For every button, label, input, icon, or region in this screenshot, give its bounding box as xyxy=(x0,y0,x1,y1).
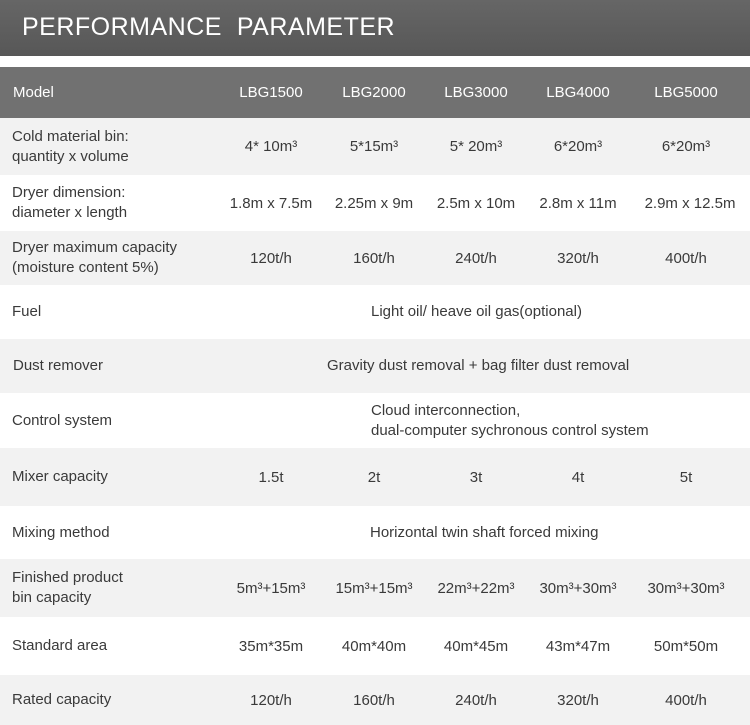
row-label-line: (moisture content 5%) xyxy=(12,259,159,276)
table-cell: 4t xyxy=(571,468,585,486)
table-cell: 6*20m³ xyxy=(661,138,711,155)
table-cell: 40m*40m xyxy=(341,637,407,655)
table-row-mixer-capacity xyxy=(0,448,750,506)
table-cell: 2.25m x 9m xyxy=(334,194,414,212)
table-cell: 160t/h xyxy=(353,249,395,267)
table-cell: 4* 10m³ xyxy=(244,138,298,155)
table-cell: 240t/h xyxy=(455,691,497,709)
row-label-line: Dryer dimension: xyxy=(12,184,126,201)
table-cell: 5m³+15m³ xyxy=(236,579,306,597)
table-row-fuel xyxy=(0,285,750,339)
row-label-line: Control system xyxy=(12,411,113,429)
row-label xyxy=(12,617,107,675)
header-model-lbg5000: LBG5000 xyxy=(654,84,718,101)
row-label-line: Dust remover xyxy=(13,357,104,374)
table-row-rated-capacity xyxy=(0,675,750,725)
table-cell: 3t xyxy=(469,468,483,486)
table-header-row xyxy=(0,67,750,118)
table-cell: 43m*47m xyxy=(545,637,611,655)
table-row-finished-product-bin xyxy=(0,559,750,617)
row-label xyxy=(12,231,177,285)
row-label-line: Dryer maximum capacity xyxy=(12,239,178,256)
row-label xyxy=(12,675,111,725)
table-cell: 5*15m³ xyxy=(349,138,399,155)
table-cell: 320t/h xyxy=(557,249,599,267)
row-label-line: Cold material bin: xyxy=(12,127,129,145)
row-label-line: Mixer capacity xyxy=(12,468,108,485)
row-label xyxy=(12,448,108,506)
table-row-mixing-method xyxy=(0,506,750,559)
table-cell: 120t/h xyxy=(250,249,292,267)
table-cell: 400t/h xyxy=(665,691,707,709)
table-row-cold-material-bin xyxy=(0,118,750,175)
row-label xyxy=(13,339,103,393)
row-label-line: diameter x length xyxy=(12,204,128,221)
table-row-dust-remover xyxy=(0,339,750,393)
header-model-lbg2000: LBG2000 xyxy=(342,84,406,101)
spanning-cell xyxy=(370,506,598,559)
table-cell: 160t/h xyxy=(353,691,395,709)
table-row-dryer-dimension xyxy=(0,175,750,231)
row-label xyxy=(12,118,129,175)
spanning-cell xyxy=(371,393,649,448)
row-label xyxy=(12,393,112,448)
row-label-line: Fuel xyxy=(12,303,42,320)
table-cell: 2.5m x 10m xyxy=(436,194,516,212)
table-cell: 5t xyxy=(679,468,693,486)
row-label-line: Rated capacity xyxy=(12,691,112,708)
page-title: PERFORMANCE PARAMETER xyxy=(22,13,396,41)
table-row-dryer-max-capacity xyxy=(0,231,750,285)
table-cell: 22m³+22m³ xyxy=(437,579,515,597)
header-model-lbg3000: LBG3000 xyxy=(444,84,508,101)
row-label-line: quantity x volume xyxy=(12,147,129,165)
row-label xyxy=(12,559,123,617)
row-label-line: Mixing method xyxy=(12,523,110,541)
table-cell: 2t xyxy=(367,468,381,486)
spanning-cell-line: Cloud interconnection, xyxy=(371,401,521,419)
spanning-cell xyxy=(371,285,582,339)
table-cell: 1.8m x 7.5m xyxy=(229,194,313,212)
table-cell: 320t/h xyxy=(557,691,599,709)
spanning-cell-line: Gravity dust removal + bag filter dust removal xyxy=(327,357,630,374)
table-cell: 400t/h xyxy=(665,249,707,267)
header-model-lbg4000: LBG4000 xyxy=(546,84,610,101)
spanning-cell xyxy=(327,339,629,393)
title-bar xyxy=(0,0,750,56)
table-cell: 40m*45m xyxy=(443,637,509,655)
row-label xyxy=(12,506,110,559)
table-row-standard-area xyxy=(0,617,750,675)
table-cell: 15m³+15m³ xyxy=(335,579,413,597)
table-cell: 30m³+30m³ xyxy=(647,579,725,597)
row-label xyxy=(12,285,41,339)
row-label-line: bin capacity xyxy=(12,589,92,606)
table-cell: 30m³+30m³ xyxy=(539,579,617,597)
table-cell: 6*20m³ xyxy=(553,138,603,155)
table-cell: 1.5t xyxy=(258,468,284,486)
header-model-lbg1500: LBG1500 xyxy=(239,84,303,101)
table-cell: 2.9m x 12.5m xyxy=(644,194,736,212)
table-cell: 50m*50m xyxy=(653,637,719,655)
row-label-line: Standard area xyxy=(12,637,108,654)
spanning-cell-line: Horizontal twin shaft forced mixing xyxy=(370,523,599,541)
table-cell: 5* 20m³ xyxy=(449,138,503,155)
spanning-cell-line: Light oil/ heave oil gas(optional) xyxy=(371,303,582,320)
table-cell: 240t/h xyxy=(455,249,497,267)
header-model-label: Model xyxy=(13,83,54,101)
table-row-control-system xyxy=(0,393,750,448)
table-cell: 120t/h xyxy=(250,691,292,709)
spanning-cell-line: dual-computer sychronous control system xyxy=(371,421,649,439)
table-cell: 2.8m x 11m xyxy=(539,194,617,212)
row-label-line: Finished product xyxy=(12,569,123,586)
row-label xyxy=(12,175,127,231)
table-cell: 35m*35m xyxy=(238,637,304,655)
